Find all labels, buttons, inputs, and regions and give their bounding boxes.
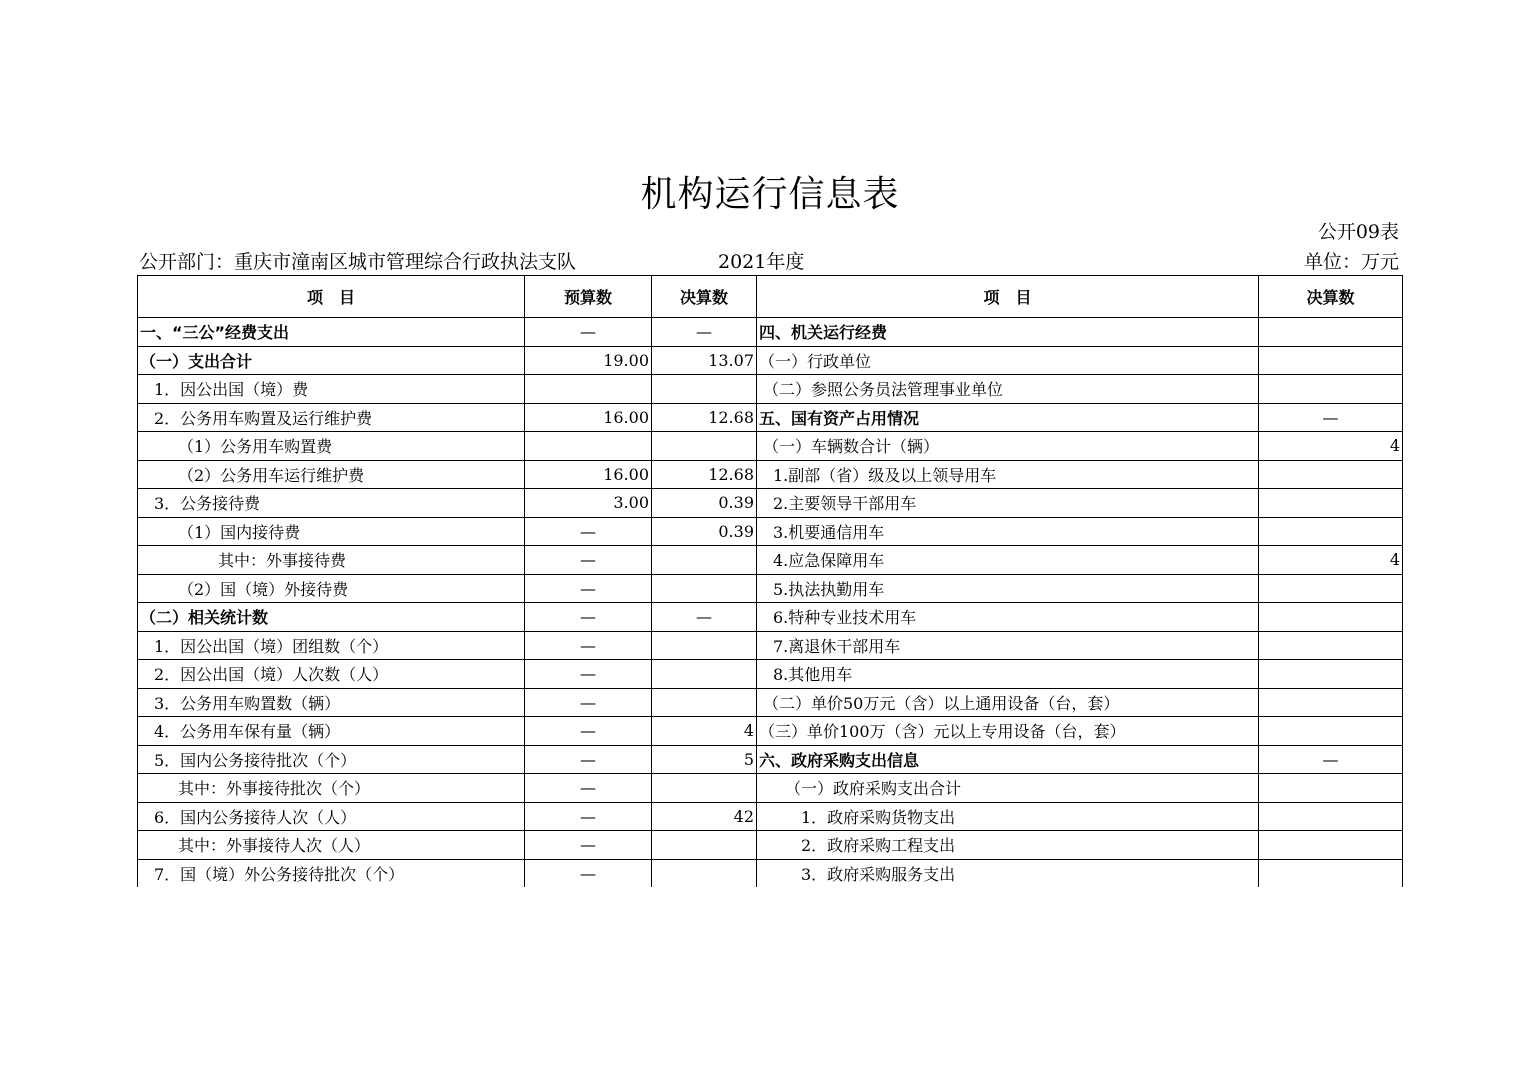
final-right-cell: 4 bbox=[1259, 432, 1403, 461]
final-right-cell: — bbox=[1259, 403, 1403, 432]
left-item-cell: （二）相关统计数 bbox=[138, 603, 525, 632]
left-item-cell: 其中：外事接待批次（个） bbox=[138, 774, 525, 803]
right-item-cell: 六、政府采购支出信息 bbox=[757, 745, 1259, 774]
left-item-cell: 其中：外事接待人次（人） bbox=[138, 831, 525, 860]
right-item-cell: 2．政府采购工程支出 bbox=[757, 831, 1259, 860]
final-left-cell bbox=[652, 375, 757, 404]
budget-cell: — bbox=[525, 831, 652, 860]
budget-cell: 19.00 bbox=[525, 346, 652, 375]
right-item-cell: （一）行政单位 bbox=[757, 346, 1259, 375]
left-item-cell: 一、“三公”经费支出 bbox=[138, 318, 525, 347]
table-row bbox=[138, 660, 1403, 689]
left-item-cell: （一）支出合计 bbox=[138, 346, 525, 375]
table-row bbox=[138, 802, 1403, 831]
final-right-cell bbox=[1259, 802, 1403, 831]
left-item-cell: 7．国（境）外公务接待批次（个） bbox=[138, 859, 525, 887]
table-row bbox=[138, 831, 1403, 860]
final-left-cell: 0.39 bbox=[652, 517, 757, 546]
budget-cell bbox=[525, 432, 652, 461]
final-left-cell: 4 bbox=[652, 717, 757, 746]
final-right-cell bbox=[1259, 460, 1403, 489]
table-number: 公开09表 bbox=[1317, 221, 1399, 243]
final-right-cell bbox=[1259, 574, 1403, 603]
left-item-cell: 4．公务用车保有量（辆） bbox=[138, 717, 525, 746]
right-item-cell: （一）车辆数合计（辆） bbox=[757, 432, 1259, 461]
budget-cell: 3.00 bbox=[525, 489, 652, 518]
table-row bbox=[138, 318, 1403, 347]
budget-cell: 16.00 bbox=[525, 460, 652, 489]
table-row bbox=[138, 517, 1403, 546]
budget-cell: — bbox=[525, 546, 652, 575]
table-row bbox=[138, 375, 1403, 404]
left-item-cell: 3．公务接待费 bbox=[138, 489, 525, 518]
final-left-cell bbox=[652, 574, 757, 603]
budget-cell: — bbox=[525, 603, 652, 632]
table-row bbox=[138, 460, 1403, 489]
final-right-cell bbox=[1259, 631, 1403, 660]
budget-cell: — bbox=[525, 318, 652, 347]
table-row bbox=[138, 403, 1403, 432]
final-right-cell bbox=[1259, 717, 1403, 746]
final-right-cell bbox=[1259, 688, 1403, 717]
left-item-cell: （2）公务用车运行维护费 bbox=[138, 460, 525, 489]
final-left-cell: 42 bbox=[652, 802, 757, 831]
final-left-cell: 13.07 bbox=[652, 346, 757, 375]
budget-cell: — bbox=[525, 745, 652, 774]
final-left-cell bbox=[652, 831, 757, 860]
budget-cell: — bbox=[525, 859, 652, 887]
final-left-cell bbox=[652, 546, 757, 575]
final-right-cell bbox=[1259, 375, 1403, 404]
table-row bbox=[138, 688, 1403, 717]
final-left-cell: — bbox=[652, 603, 757, 632]
final-right-cell: — bbox=[1259, 745, 1403, 774]
final-right-cell bbox=[1259, 603, 1403, 632]
final-right-cell bbox=[1259, 660, 1403, 689]
table-row bbox=[138, 346, 1403, 375]
left-item-cell: 1．因公出国（境）团组数（个） bbox=[138, 631, 525, 660]
left-item-cell: 其中：外事接待费 bbox=[138, 546, 525, 575]
final-left-cell bbox=[652, 774, 757, 803]
left-item-cell: 5．国内公务接待批次（个） bbox=[138, 745, 525, 774]
right-item-cell: 8.其他用车 bbox=[757, 660, 1259, 689]
department-label: 公开部门：重庆市潼南区城市管理综合行政执法支队 bbox=[139, 251, 577, 273]
final-left-cell: — bbox=[652, 318, 757, 347]
table-row bbox=[138, 546, 1403, 575]
year-label: 2021年度 bbox=[718, 251, 805, 273]
final-right-cell bbox=[1259, 859, 1403, 887]
right-item-cell: 6.特种专业技术用车 bbox=[757, 603, 1259, 632]
final-right-cell bbox=[1259, 489, 1403, 518]
header-final-right: 决算数 bbox=[1259, 276, 1403, 318]
right-item-cell: （一）政府采购支出合计 bbox=[757, 774, 1259, 803]
table-row bbox=[138, 774, 1403, 803]
right-item-cell: 1．政府采购货物支出 bbox=[757, 802, 1259, 831]
right-item-cell: 7.离退休干部用车 bbox=[757, 631, 1259, 660]
table-row bbox=[138, 603, 1403, 632]
budget-cell: 16.00 bbox=[525, 403, 652, 432]
table-row bbox=[138, 432, 1403, 461]
left-item-cell: （1）国内接待费 bbox=[138, 517, 525, 546]
header-right-item: 项 目 bbox=[757, 276, 1259, 318]
final-right-cell bbox=[1259, 774, 1403, 803]
right-item-cell: 3．政府采购服务支出 bbox=[757, 859, 1259, 887]
right-item-cell: 5.执法执勤用车 bbox=[757, 574, 1259, 603]
header-final-left: 决算数 bbox=[652, 276, 757, 318]
budget-cell: — bbox=[525, 631, 652, 660]
final-left-cell bbox=[652, 432, 757, 461]
right-item-cell: 3.机要通信用车 bbox=[757, 517, 1259, 546]
budget-cell: — bbox=[525, 688, 652, 717]
final-left-cell: 12.68 bbox=[652, 403, 757, 432]
left-item-cell: 2．因公出国（境）人次数（人） bbox=[138, 660, 525, 689]
final-left-cell bbox=[652, 859, 757, 887]
left-item-cell: 6．国内公务接待人次（人） bbox=[138, 802, 525, 831]
right-item-cell: 2.主要领导干部用车 bbox=[757, 489, 1259, 518]
table-row bbox=[138, 717, 1403, 746]
budget-cell: — bbox=[525, 517, 652, 546]
final-right-cell bbox=[1259, 318, 1403, 347]
table-row bbox=[138, 859, 1403, 887]
final-right-cell bbox=[1259, 517, 1403, 546]
final-left-cell bbox=[652, 631, 757, 660]
table-header-row bbox=[138, 276, 1403, 318]
budget-cell: — bbox=[525, 774, 652, 803]
final-left-cell: 5 bbox=[652, 745, 757, 774]
right-item-cell: 1.副部（省）级及以上领导用车 bbox=[757, 460, 1259, 489]
table-row bbox=[138, 574, 1403, 603]
final-right-cell bbox=[1259, 346, 1403, 375]
budget-cell: — bbox=[525, 717, 652, 746]
table-body bbox=[138, 318, 1403, 888]
right-item-cell: 4.应急保障用车 bbox=[757, 546, 1259, 575]
left-item-cell: 2．公务用车购置及运行维护费 bbox=[138, 403, 525, 432]
right-item-cell: 四、机关运行经费 bbox=[757, 318, 1259, 347]
table-row bbox=[138, 489, 1403, 518]
left-item-cell: 1．因公出国（境）费 bbox=[138, 375, 525, 404]
final-right-cell bbox=[1259, 831, 1403, 860]
right-item-cell: （二）参照公务员法管理事业单位 bbox=[757, 375, 1259, 404]
table-row bbox=[138, 631, 1403, 660]
final-left-cell: 0.39 bbox=[652, 489, 757, 518]
budget-cell: — bbox=[525, 574, 652, 603]
budget-cell: — bbox=[525, 660, 652, 689]
final-left-cell: 12.68 bbox=[652, 460, 757, 489]
info-table bbox=[137, 275, 1403, 887]
right-item-cell: （三）单价100万（含）元以上专用设备（台，套） bbox=[757, 717, 1259, 746]
header-left-item: 项 目 bbox=[138, 276, 525, 318]
budget-cell bbox=[525, 375, 652, 404]
right-item-cell: （二）单价50万元（含）以上通用设备（台，套） bbox=[757, 688, 1259, 717]
page-title: 机构运行信息表 bbox=[640, 174, 900, 215]
final-left-cell bbox=[652, 660, 757, 689]
final-left-cell bbox=[652, 688, 757, 717]
unit-label: 单位：万元 bbox=[1303, 251, 1399, 273]
left-item-cell: （2）国（境）外接待费 bbox=[138, 574, 525, 603]
left-item-cell: （1）公务用车购置费 bbox=[138, 432, 525, 461]
budget-cell: — bbox=[525, 802, 652, 831]
left-item-cell: 3．公务用车购置数（辆） bbox=[138, 688, 525, 717]
table-row bbox=[138, 745, 1403, 774]
final-right-cell: 4 bbox=[1259, 546, 1403, 575]
right-item-cell: 五、国有资产占用情况 bbox=[757, 403, 1259, 432]
header-budget: 预算数 bbox=[525, 276, 652, 318]
